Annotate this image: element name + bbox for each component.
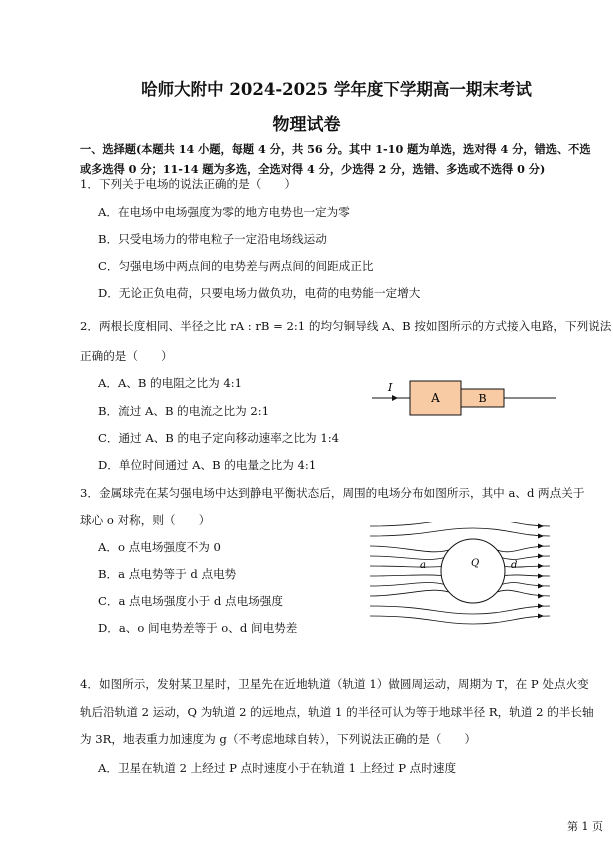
conductor-b-label: B [478,392,487,405]
question-2-option-c: C．通过 A、B 的电子定向移动速率之比为 1:4 [98,431,339,445]
question-3-option-d: D．a、o 间电势差等于 o、d 间电势差 [98,621,298,635]
question-3-option-c: C．a 点电场强度小于 d 点电场强度 [98,594,283,608]
field-line [370,556,445,559]
sphere-center-label: Q [471,558,480,569]
section-instructions [80,139,600,179]
current-arrow-icon [392,395,398,401]
field-arrow-icon [538,544,544,549]
question-4-stem-line: 4．如图所示，发射某卫星时，卫星先在近地轨道（轨道 1）做圆周运动，周期为 T，在 P 处点火变 [80,677,589,691]
field-arrow-icon [538,524,544,529]
question-2-stem-line: 正确的是（ ） [80,349,173,363]
question-2-option-b: B．流过 A、B 的电流之比为 2:1 [98,404,270,418]
section-instructions-line: 或多选得 0 分；11-14 题为多选，全选对得 4 分，少选得 2 分，选错、多选或不选得 0 分) [80,162,546,176]
section-instructions-line: 一、选择题(本题共 14 小题，每题 4 分，共 56 分。其中 1-10 题为单选，选对得 4 分，错选、不选 [80,142,591,156]
question-1-option-b: B．只受电场力的带电粒子一定沿电场线运动 [98,232,327,246]
field-arrow-icon [538,594,544,599]
field-line [370,528,550,536]
page-number: 第 1 页 [567,820,603,833]
question-3-option-b: B．a 点电势等于 d 点电势 [98,567,237,581]
field-lines-diagram [368,522,552,626]
field-line [370,583,445,586]
question-3-option-a: A．o 点电场强度不为 0 [98,540,221,554]
exam-title: 哈师大附中 2024-2025 学年度下学期高一期末考试 [141,80,532,99]
field-line [370,522,550,526]
field-arrow-icon [538,574,544,579]
field-arrow-icon [538,554,544,559]
field-line [370,616,550,624]
field-line [370,590,453,596]
current-label: I [388,381,393,394]
field-arrow-icon [538,564,544,569]
field-arrow-icon [538,614,544,619]
field-line [370,575,441,576]
field-line [370,566,441,567]
question-3-stem-line: 3．金属球壳在某匀强电场中达到静电平衡状态后，周围的电场分布如图所示，其中 a、d 两点关于 [80,486,585,500]
question-4-stem-line: 为 3R，地表重力加速度为 g（不考虑地球自转），下列说法正确的是（ ） [80,732,477,746]
field-line [370,546,453,552]
field-arrow-icon [538,534,544,539]
point-d-label: d [511,560,518,571]
field-arrow-icon [538,604,544,609]
question-1-option-c: C．匀强电场中两点间的电势差与两点间的间距成正比 [98,259,374,273]
question-1-stem: 1．下列关于电场的说法正确的是（ ） [80,177,297,191]
question-2-option-d: D．单位时间通过 A、B 的电量之比为 4:1 [98,458,317,472]
question-3-stem-line: 球心 o 对称，则（ ） [80,513,211,527]
point-a-label: a [420,560,426,571]
conductor-diagram [370,378,560,422]
conductor-a-label: A [431,391,440,405]
question-2-stem-line: 2．两根长度相同、半径之比 rA : rB = 2:1 的均匀铜导线 A、B 按如图所示的方式接入电路，下列说法 [80,319,612,333]
field-line [370,606,550,614]
question-4-option-a: A．卫星在轨道 2 上经过 P 点时速度小于在轨道 1 上经过 P 点时速度 [98,761,457,775]
field-arrow-icon [538,584,544,589]
metal-sphere [441,539,505,603]
question-4-stem-line: 轨后沿轨道 2 运动，Q 为轨道 2 的远地点，轨道 1 的半径可认为等于地球半径 R，轨道 2 的半长轴 [80,705,594,719]
question-1-option-a: A．在电场中电场强度为零的地方电势也一定为零 [98,205,350,219]
question-1-option-d: D．无论正负电荷，只要电场力做负功，电荷的电势能一定增大 [98,286,421,300]
question-2-option-a: A．A、B 的电阻之比为 4:1 [98,376,243,390]
exam-subtitle: 物理试卷 [272,115,341,135]
